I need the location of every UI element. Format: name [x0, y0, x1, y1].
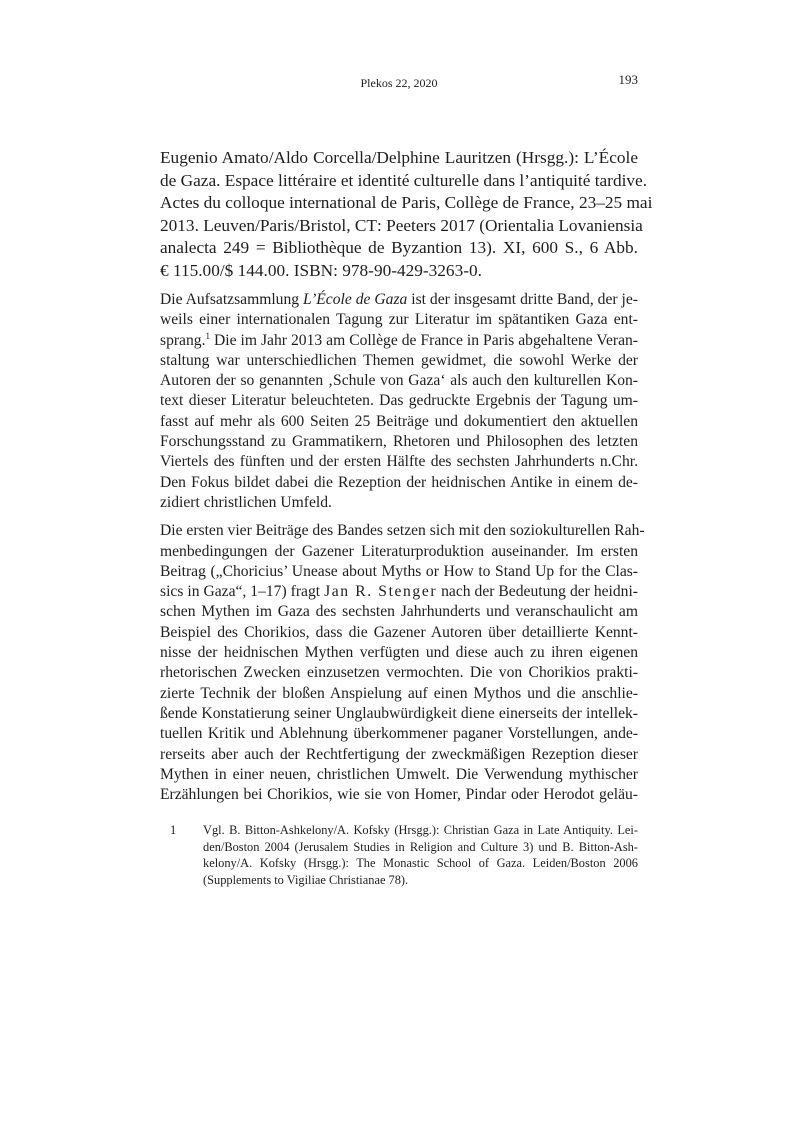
footnote-line: Vgl. B. Bitton-Ashkelony/A. Kofsky (Hrsgg.): Christian Gaza in Late Antiquity. Lei-	[203, 823, 638, 837]
biblio-line: Eugenio Amato/Aldo Corcella/Delphine Lauritzen (Hrsgg.): L’École	[160, 148, 638, 167]
text-line: zierte Technik der bloßen Anspielung auf einen Mythos und die anschlie-	[160, 684, 638, 702]
text-run: sics in Gaza“, 1–17) fragt	[160, 583, 325, 601]
footnote-line: den/Boston 2004 (Jerusalem Studies in Religion and Culture 3) und B. Bitton-Ash-	[203, 839, 638, 854]
text-line: rerseits aber auch der Rechtfertigung der zweckmäßigen Rezeption dieser	[160, 745, 638, 763]
biblio-line: de Gaza. Espace littéraire et identité culturelle dans l’antiquité tardive.	[160, 170, 648, 190]
biblio-line: analecta 249 = Bibliothèque de Byzantion 13). XI, 600 S., 6 Abb.	[160, 238, 638, 257]
footnote-line: (Supplements to Vigiliae Christianae 78).	[203, 872, 409, 887]
text-line: Beitrag („Choricius’ Unease about Myths or How to Stand Up for the Clas-	[160, 562, 638, 580]
text-line: staltung war unterschiedlichen Themen gewidmet, die sowohl Werke der	[160, 351, 638, 369]
text-run: nach der Bedeutung der heidni-	[437, 583, 638, 601]
footnote-line: kelony/A. Kofsky (Hrsgg.): The Monastic School of Gaza. Leiden/Boston 2006	[203, 856, 638, 871]
text-line: Den Fokus bildet dabei die Rezeption der heidnischen Antike in einem de-	[160, 473, 638, 491]
paragraph-1	[160, 290, 638, 513]
text-line: Die ersten vier Beiträge des Bandes setzen sich mit den soziokulturellen Rah-	[160, 522, 645, 540]
text-run: Die Aufsatzsammlung	[160, 291, 303, 308]
biblio-line: Actes du colloque international de Paris, Collège de France, 23–25 mai	[160, 193, 653, 212]
text-line: ßende Konstatierung seiner Unglaubwürdigkeit diene einerseits der intellek-	[160, 704, 638, 722]
text-line: text dieser Literatur beleuchteten. Das gedruckte Ergebnis der Tagung um-	[160, 392, 638, 410]
paragraph-2	[160, 521, 645, 805]
footnote-reference: 1	[205, 330, 210, 341]
text-line: rhetorischen Zwecken einzusetzen vermochten. Die von Chorikios prakti-	[160, 664, 638, 682]
text-line: weils einer internationalen Tagung zur Literatur im spätantiken Gaza ent-	[160, 311, 638, 329]
text-run: Die im Jahr 2013 am Collège de France in Paris abgehaltene Veran-	[209, 331, 638, 349]
biblio-line: € 115.00/$ 144.00. ISBN: 978-90-429-3263-0.	[160, 260, 482, 280]
text-line: Viertels des fünften und der ersten Hälfte des sechsten Jahrhunderts n.Chr.	[160, 453, 638, 471]
text-line: nisse der heidnischen Mythen verfügten und diese auch zu ihren eigenen	[160, 644, 638, 662]
footnote-number: 1	[170, 823, 177, 837]
footnote-text	[203, 822, 638, 888]
review-body	[160, 290, 645, 805]
text-line: Mythen in einer neuen, christlichen Umwelt. Die Verwendung mythischer	[160, 765, 638, 783]
biblio-state-abbrev: CT	[354, 215, 377, 235]
text-line: Erzählungen bei Chorikios, wie sie von Homer, Pindar oder Herodot geläu-	[160, 786, 638, 804]
journal-title: Plekos 22, 2020	[360, 76, 438, 90]
bibliographic-entry	[160, 147, 653, 282]
text-line: schen Mythen im Gaza des sechsten Jahrhunderts und veranschaulicht am	[160, 603, 638, 621]
text-line: Beispiel des Chorikios, dass die Gazener Autoren über detaillierte Kennt-	[160, 623, 638, 641]
text-line: fasst auf mehr als 600 Seiten 25 Beiträge und dokumentiert den aktuellen	[160, 412, 638, 430]
running-head	[160, 72, 638, 92]
text-line: tuellen Kritik und Ablehnung überkommener paganer Vorstellungen, ande-	[160, 725, 638, 743]
biblio-publisher: : Peeters 2017 (Orientalia Lovaniensia	[376, 215, 643, 235]
text-line: menbedingungen der Gazener Literaturproduktion auseinander. Im ersten	[160, 542, 638, 560]
text-run: ist der insgesamt dritte Band, der je-	[407, 291, 638, 308]
text-line: Autoren der so genannten ‚Schule von Gaza‘ als auch den kulturellen Kon-	[160, 372, 638, 390]
page-number: 193	[618, 72, 638, 87]
text-line: zidiert christlichen Umfeld.	[160, 493, 332, 511]
text-line: Forschungsstand zu Grammatikern, Rhetoren und Philosophen des letzten	[160, 433, 638, 451]
biblio-place: 2013. Leuven/Paris/Bristol,	[160, 215, 355, 235]
text-line	[160, 582, 638, 602]
author-name: Jan R. Stenger	[324, 583, 438, 601]
biblio-line	[160, 215, 643, 238]
book-title: L’École de Gaza	[303, 291, 408, 308]
text-line	[160, 290, 638, 310]
text-line	[160, 331, 638, 351]
text-run: sprang.	[160, 331, 206, 349]
